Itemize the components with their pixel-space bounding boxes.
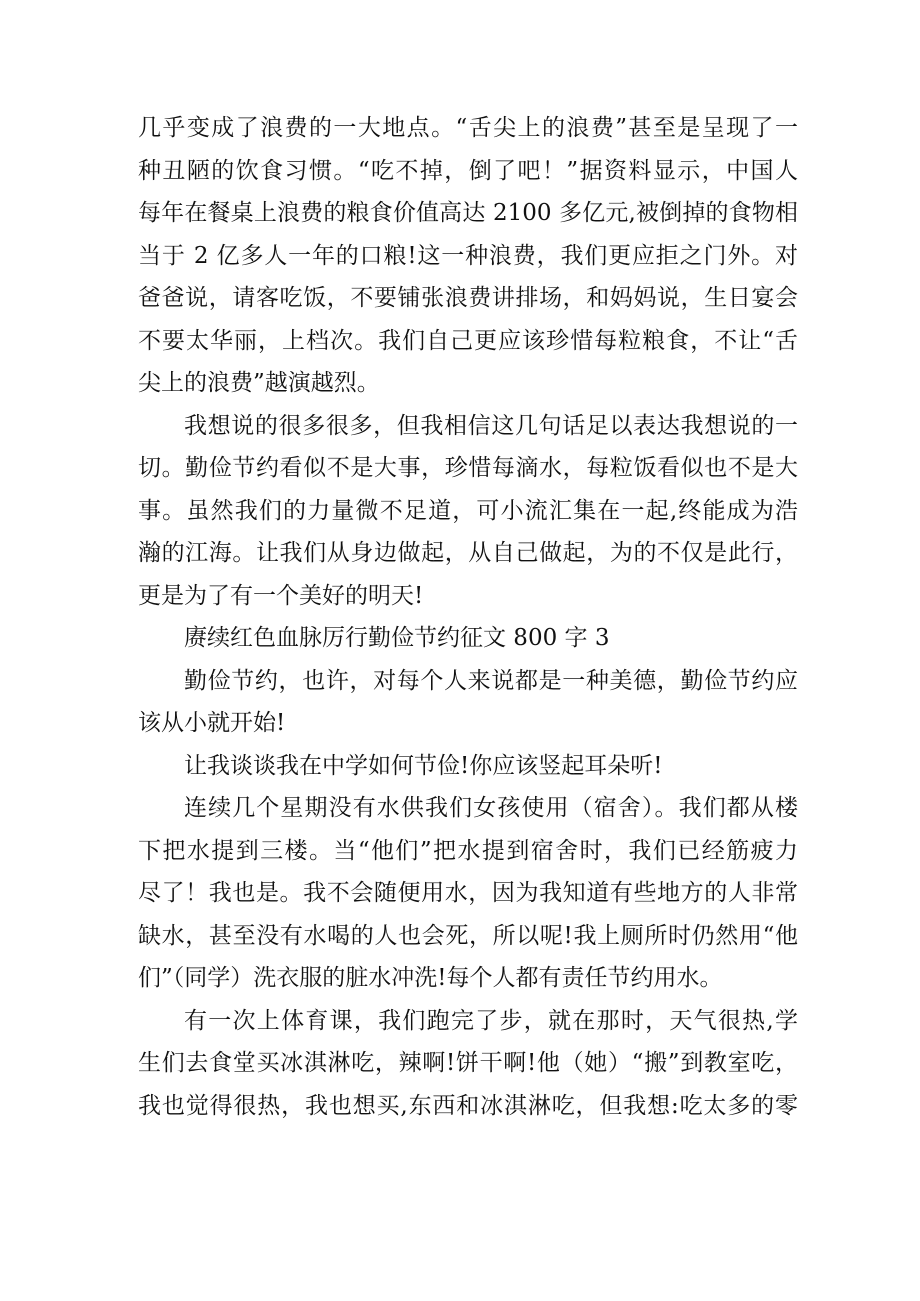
paragraph <box>138 1000 798 1128</box>
paragraph <box>138 787 798 1000</box>
text-line: 尖上的浪费”越演越烈。 <box>138 370 380 396</box>
text-line: 有一次上体育课，我们跑完了步，就在那时，天气很热,学 <box>184 1007 798 1034</box>
text-line: 每年在餐桌上浪费的粮食价值高达 2100 多亿元,被倒掉的食物相 <box>138 200 798 226</box>
text-line: 几乎变成了浪费的一大地点。“舌尖上的浪费”甚至是呈现了一 <box>138 115 798 141</box>
paragraph <box>138 405 798 618</box>
text-line: 该从小就开始! <box>138 710 286 736</box>
text-line: 切。勤俭节约看似不是大事，珍惜每滴水，每粒饭看似也不是大 <box>138 455 798 481</box>
text-line: 爸爸说，请客吃饭，不要铺张浪费讲排场，和妈妈说，生日宴会 <box>138 285 798 311</box>
text-line: 下把水提到三楼。当“他们”把水提到宿舍时，我们已经筋疲力 <box>138 837 798 864</box>
text-line: 连续几个星期没有水供我们女孩使用（宿舍）。我们都从楼 <box>184 795 798 821</box>
text-line: 勤俭节约，也许，对每个人来说都是一种美德，勤俭节约应 <box>184 667 798 694</box>
text-line: 事。虽然我们的力量微不足道，可小流汇集在一起,终能成为浩 <box>138 497 798 524</box>
paragraph <box>138 107 798 405</box>
text-line: 尽了！我也是。我不会随便用水，因为我知道有些地方的人非常 <box>138 880 798 906</box>
document-body <box>138 107 798 1127</box>
text-line: 种丑陋的饮食习惯。“吃不掉，倒了吧！”据资料显示，中国人 <box>138 157 798 184</box>
text-line: 生们去食堂买冰淇淋吃，辣啊!饼干啊!他（她）“搬”到教室吃， <box>138 1050 798 1076</box>
text-line: 更是为了有一个美好的明天! <box>138 582 424 609</box>
text-line: 我也觉得很热，我也想买,东西和冰淇淋吃，但我想:吃太多的零 <box>138 1092 798 1119</box>
text-line: 当于 2 亿多人一年的口粮!这一种浪费，我们更应拒之门外。对 <box>138 242 798 269</box>
text-line: 我想说的很多很多，但我相信这几句话足以表达我想说的一 <box>184 412 798 439</box>
section-heading <box>138 617 798 660</box>
paragraph <box>138 745 798 788</box>
text-line: 让我谈谈我在中学如何节俭!你应该竖起耳朵听! <box>184 752 663 779</box>
text-line: 缺水，甚至没有水喝的人也会死，所以呢!我上厕所时仍然用“他 <box>138 922 798 949</box>
text-line: 们”（同学）洗衣服的脏水冲洗!每个人都有责任节约用水。 <box>138 965 723 991</box>
text-line: 瀚的江海。让我们从身边做起，从自己做起，为的不仅是此行， <box>138 540 798 566</box>
text-line: 不要太华丽，上档次。我们自己更应该珍惜每粒粮食，不让“舌 <box>138 327 798 354</box>
text-line: 赓续红色血脉厉行勤俭节约征文 800 字 3 <box>184 625 610 651</box>
paragraph <box>138 660 798 745</box>
